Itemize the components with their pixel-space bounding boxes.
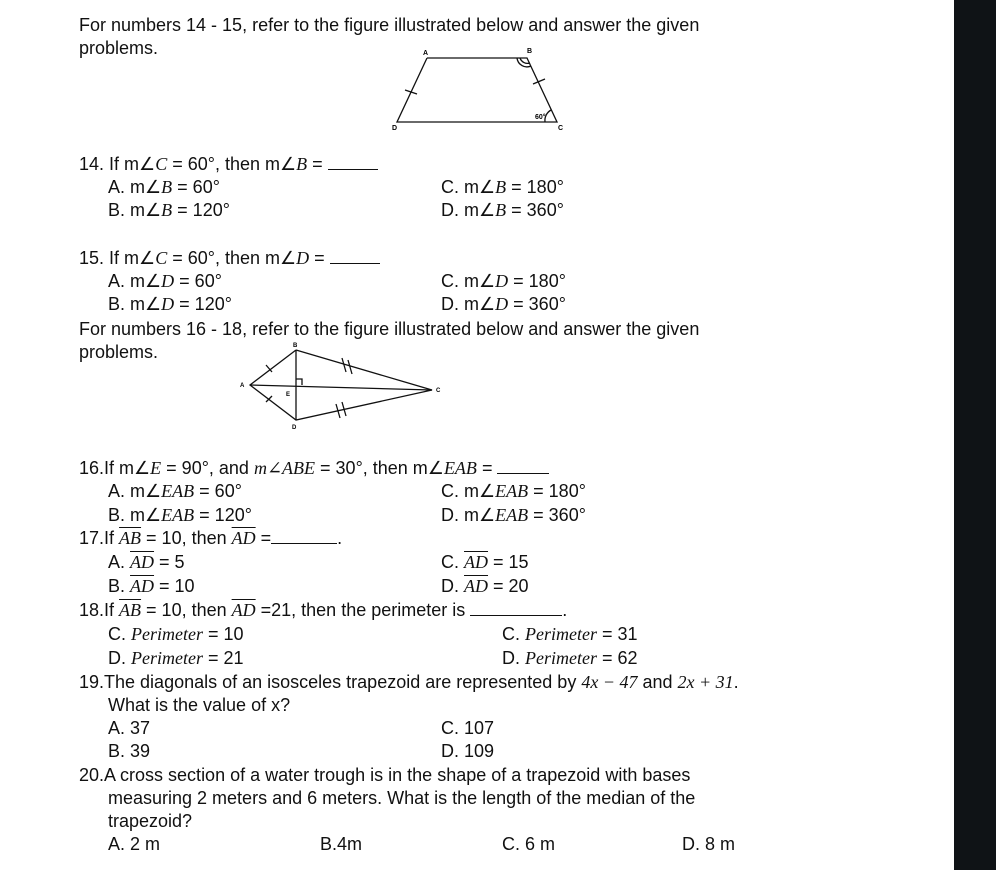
q18-option-b[interactable]: D. Perimeter = 21 — [108, 648, 244, 668]
q18-option-c[interactable]: C. Perimeter = 31 — [502, 624, 638, 644]
vertex-label-c: C — [558, 125, 564, 132]
q19-option-c[interactable]: C. 107 — [441, 718, 495, 738]
q19-option-b[interactable]: B. 39 — [108, 741, 151, 761]
q14-option-d[interactable]: D. m∠B = 360° — [441, 200, 564, 220]
q18-option-d[interactable]: D. Perimeter = 62 — [502, 648, 638, 668]
kite-label-e: E — [286, 392, 291, 398]
vertex-label-b: B — [527, 48, 533, 55]
vertex-label-a: A — [423, 50, 429, 57]
q14-option-a[interactable]: A. m∠B = 60° — [108, 177, 220, 197]
kite-label-c: C — [436, 388, 441, 394]
q20-option-b[interactable]: B.4m — [320, 834, 363, 854]
q18-option-a[interactable]: C. Perimeter = 10 — [108, 624, 244, 644]
q16-option-d[interactable]: D. m∠EAB = 360° — [441, 505, 586, 525]
intro-1-line-2: problems. — [79, 38, 159, 58]
q15-option-a[interactable]: A. m∠D = 60° — [108, 271, 222, 291]
question-18: 18.If $\overline{AB} = 10$, then $\overline{AD} =21$, then the perimeter is . — [79, 600, 568, 620]
q16-option-a[interactable]: A. m∠EAB = 60° — [108, 481, 242, 501]
kite-label-d: D — [292, 425, 297, 431]
vertex-label-d: D — [392, 125, 398, 132]
angle-label-60: 60° — [535, 114, 546, 121]
question-14: 14. If m∠C = 60°, then m∠B = — [79, 153, 378, 175]
question-15: 15. If m∠C = 60°, then m∠D = — [79, 247, 380, 269]
question-20-line-2: measuring 2 meters and 6 meters. What is the length of the median of the — [108, 788, 696, 808]
question-19: 19.The diagonals of an isosceles trapezoid are represented by 4x − 47 and 2x + 31. — [79, 672, 739, 692]
question-16: 16.If m∠E = 90°, and m∠ABE = 30°, then m∠EAB = — [79, 457, 549, 479]
q17-option-d[interactable]: D. $\overline{AD} = 20$ — [441, 576, 529, 596]
q19-option-a[interactable]: A. 37 — [108, 718, 151, 738]
q15-option-c[interactable]: C. m∠D = 180° — [441, 271, 566, 291]
q17-option-b[interactable]: B. $\overline{AD} = 10$ — [108, 576, 195, 596]
q17-option-c[interactable]: C. $\overline{AD} = 15$ — [441, 552, 529, 572]
q20-option-c[interactable]: C. 6 m — [502, 834, 556, 854]
intro-2-line-1: For numbers 16 - 18, refer to the figure illustrated below and answer the given — [79, 319, 700, 339]
q15-option-b[interactable]: B. m∠D = 120° — [108, 294, 232, 314]
intro-1-line-1: For numbers 14 - 15, refer to the figure illustrated below and answer the given — [79, 15, 700, 35]
kite-label-a: A — [240, 383, 245, 389]
question-17: 17.If $\overline{AB} = 10$, then $\overline{AD}$ = . — [79, 528, 343, 548]
q16-option-b[interactable]: B. m∠EAB = 120° — [108, 505, 252, 525]
q16-option-c[interactable]: C. m∠EAB = 180° — [441, 481, 586, 501]
question-19-line-2: What is the value of x? — [108, 695, 291, 715]
question-20: 20.A cross section of a water trough is in the shape of a trapezoid with bases — [79, 765, 691, 785]
trapezoid-figure — [385, 44, 575, 136]
q19-option-d[interactable]: D. 109 — [441, 741, 495, 761]
kite-label-b: B — [293, 343, 298, 349]
kite-figure — [236, 338, 446, 432]
q14-option-b[interactable]: B. m∠B = 120° — [108, 200, 230, 220]
q20-option-d[interactable]: D. 8 m — [682, 834, 736, 854]
q14-option-c[interactable]: C. m∠B = 180° — [441, 177, 564, 197]
dark-side-panel — [954, 0, 996, 870]
question-20-line-3: trapezoid? — [108, 811, 193, 831]
q20-option-a[interactable]: A. 2 m — [108, 834, 161, 854]
q15-option-d[interactable]: D. m∠D = 360° — [441, 294, 566, 314]
q17-option-a[interactable]: A. $\overline{AD} = 5$ — [108, 552, 185, 572]
intro-2-line-2: problems. — [79, 342, 159, 362]
